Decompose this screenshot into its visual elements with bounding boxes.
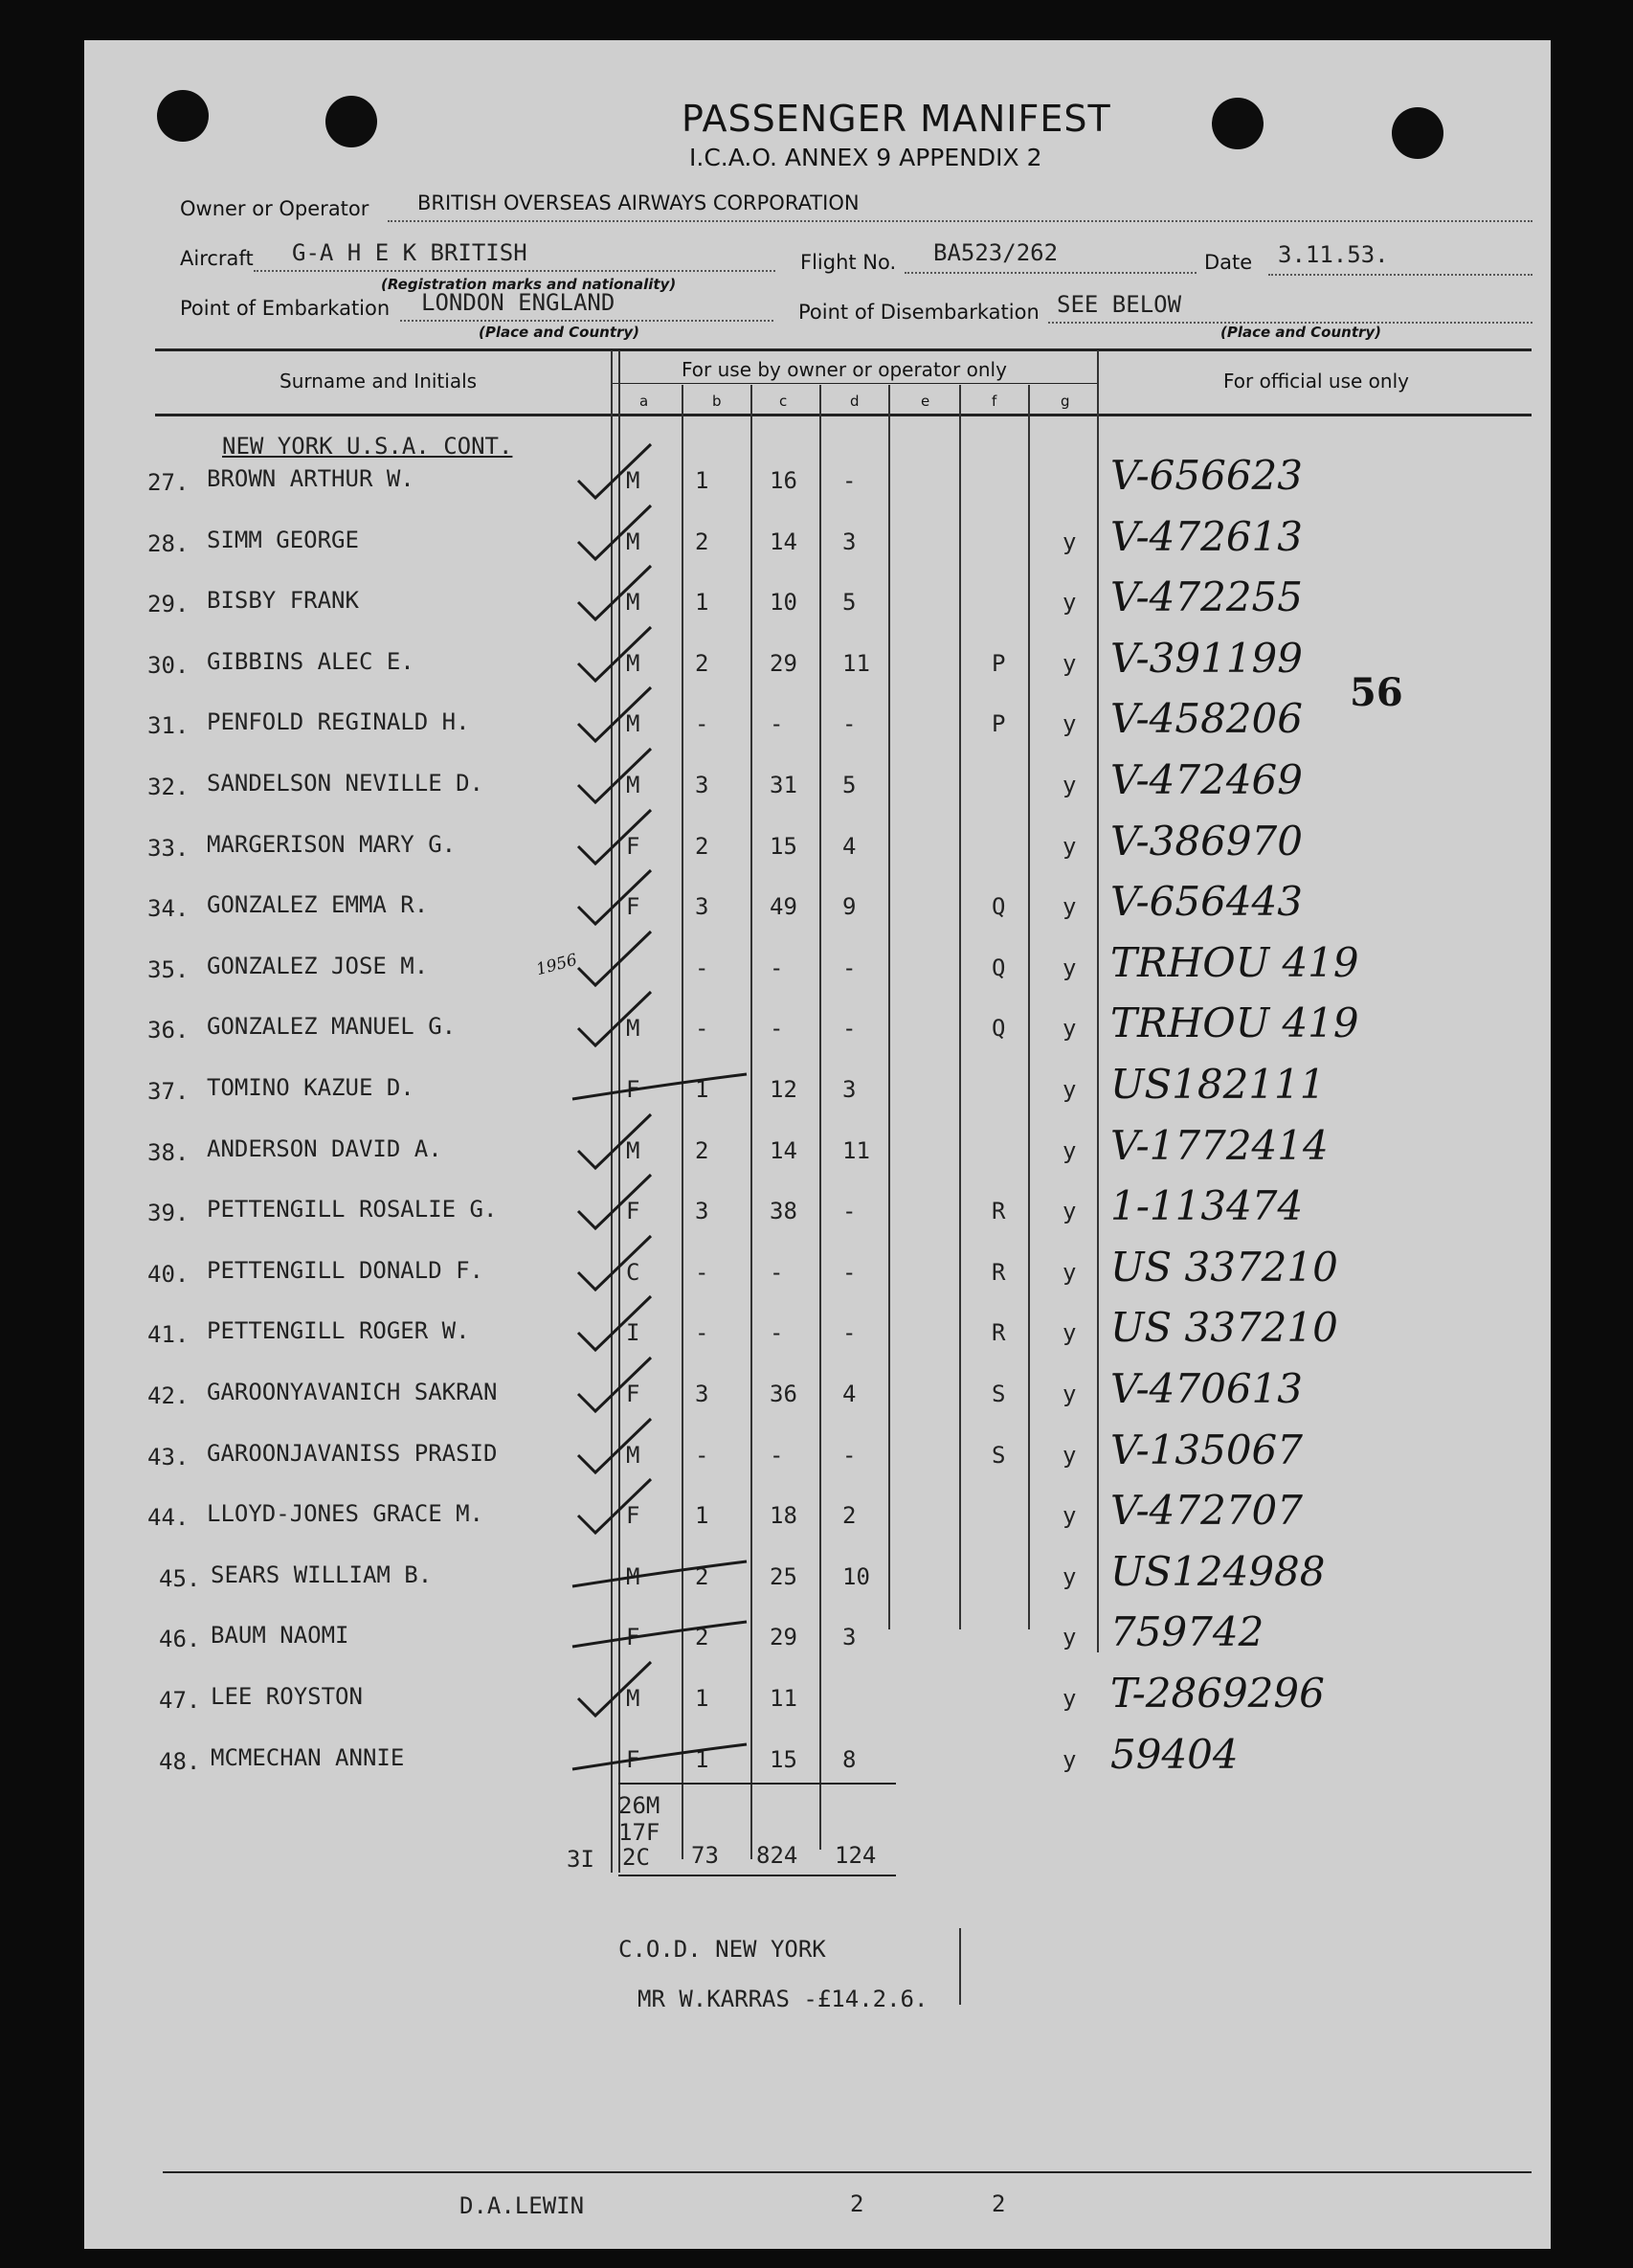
aircraft-value: G-A H E K BRITISH	[292, 239, 527, 266]
row-number: 27.	[147, 469, 190, 496]
embarkation-label: Point of Embarkation	[180, 297, 391, 320]
cell-c: 38	[770, 1198, 797, 1224]
cell-c: -	[770, 1015, 784, 1042]
official-number: US182111	[1110, 1061, 1326, 1108]
cell-a: F	[626, 1198, 640, 1224]
strike-mark	[572, 1622, 747, 1647]
cell-c: 18	[770, 1502, 797, 1529]
cell-b: 1	[695, 467, 709, 494]
total-c: 824	[756, 1842, 798, 1869]
row-number: 42.	[147, 1382, 190, 1409]
col-letter-c: c	[779, 393, 788, 410]
passenger-name: TOMINO KAZUE D.	[207, 1074, 414, 1101]
cell-b: 3	[695, 1198, 709, 1224]
registration-note: (Registration marks and nationality)	[381, 276, 677, 293]
col-header-operator: For use by owner or operator only	[682, 358, 1007, 381]
col-header-name: Surname and Initials	[280, 370, 478, 393]
official-number: 59404	[1110, 1731, 1239, 1778]
official-number: V-472469	[1110, 756, 1303, 803]
cell-c: 15	[770, 1746, 797, 1773]
cell-f: P	[992, 710, 1006, 737]
cell-b: 2	[695, 528, 709, 555]
cell-d: 11	[842, 1137, 870, 1164]
row-number: 38.	[147, 1139, 190, 1166]
cell-g: y	[1063, 1198, 1077, 1224]
cell-a: I	[626, 1319, 640, 1346]
official-number: V-472255	[1110, 573, 1303, 620]
official-number: V-391199	[1110, 635, 1303, 682]
cell-d: 11	[842, 650, 870, 677]
total-a-female: 17F	[618, 1819, 660, 1846]
official-number: V-656443	[1110, 878, 1303, 925]
cell-f: S	[992, 1381, 1006, 1407]
cell-a: C	[626, 1259, 640, 1286]
passenger-name: MCMECHAN ANNIE	[211, 1744, 405, 1771]
cell-a: M	[626, 1563, 640, 1590]
cell-a: M	[626, 589, 640, 616]
cell-f: P	[992, 650, 1006, 677]
embarkation-note: (Place and Country)	[479, 324, 640, 341]
row-number: 28.	[147, 530, 190, 557]
cell-g: y	[1063, 710, 1077, 737]
cell-c: 31	[770, 772, 797, 798]
passenger-name: GONZALEZ MANUEL G.	[207, 1013, 457, 1040]
check-mark	[578, 870, 651, 924]
section-heading: NEW YORK U.S.A. CONT.	[222, 433, 513, 460]
cell-g: y	[1063, 772, 1077, 798]
check-mark	[578, 1358, 651, 1411]
total-a-male: 26M	[618, 1792, 660, 1819]
cell-d: -	[842, 1442, 857, 1469]
cell-d: 10	[842, 1563, 870, 1590]
passenger-name: PETTENGILL ROSALIE G.	[207, 1196, 498, 1223]
row-number: 33.	[147, 835, 190, 862]
cell-g: y	[1063, 893, 1077, 920]
cell-a: M	[626, 650, 640, 677]
cell-a: M	[626, 710, 640, 737]
row-number: 29.	[147, 591, 190, 618]
cell-d: -	[842, 467, 857, 494]
date-label: Date	[1204, 251, 1253, 274]
col-letter-a: a	[639, 393, 649, 410]
cell-c: 29	[770, 1624, 797, 1650]
embarkation-value: LONDON ENGLAND	[421, 289, 615, 316]
check-mark	[578, 1479, 651, 1533]
cell-d: 3	[842, 1624, 857, 1650]
cell-b: 2	[695, 650, 709, 677]
cell-b: 3	[695, 893, 709, 920]
cell-d: -	[842, 1319, 857, 1346]
official-number: V-135067	[1110, 1426, 1303, 1473]
footer-of: 2	[992, 2190, 1006, 2217]
cell-c: 10	[770, 589, 797, 616]
check-mark	[578, 1236, 651, 1290]
row-number: 44.	[147, 1504, 190, 1531]
cell-g: y	[1063, 1015, 1077, 1042]
cell-g: y	[1063, 1502, 1077, 1529]
passenger-name: BROWN ARTHUR W.	[207, 465, 414, 492]
passenger-name: SEARS WILLIAM B.	[211, 1561, 433, 1588]
passenger-name: ANDERSON DAVID A.	[207, 1135, 442, 1162]
cell-d: 9	[842, 893, 857, 920]
cell-b: 2	[695, 833, 709, 860]
official-number: V-656623	[1110, 452, 1303, 499]
cell-d: -	[842, 710, 857, 737]
cell-c: -	[770, 1259, 784, 1286]
check-mark	[578, 505, 651, 559]
cell-c: 11	[770, 1685, 797, 1712]
cell-a: M	[626, 772, 640, 798]
cell-a: F	[626, 833, 640, 860]
cell-b: -	[695, 1442, 709, 1469]
passenger-name: LEE ROYSTON	[211, 1683, 363, 1710]
cell-a: F	[626, 1502, 640, 1529]
cell-g: y	[1063, 833, 1077, 860]
footer-name: D.A.LEWIN	[459, 2192, 585, 2219]
cell-c: 25	[770, 1563, 797, 1590]
row-number: 32.	[147, 774, 190, 800]
total-a-child: 2C	[622, 1844, 650, 1871]
cod-amount: MR W.KARRAS -£14.2.6.	[638, 1986, 928, 2012]
manifest-subtitle: I.C.A.O. ANNEX 9 APPENDIX 2	[689, 144, 1042, 171]
cell-c: 12	[770, 1076, 797, 1103]
cell-g: y	[1063, 1624, 1077, 1650]
footer-page: 2	[850, 2190, 864, 2217]
cell-d: 3	[842, 1076, 857, 1103]
passenger-name: PETTENGILL ROGER W.	[207, 1317, 470, 1344]
cell-a: F	[626, 1381, 640, 1407]
cell-a: M	[626, 1015, 640, 1042]
check-mark	[578, 1419, 651, 1472]
cell-c: 16	[770, 467, 797, 494]
flight-label: Flight No.	[800, 251, 897, 274]
check-mark	[578, 444, 651, 498]
cell-c: 29	[770, 650, 797, 677]
cell-b: 2	[695, 1624, 709, 1650]
official-number: TRHOU 419	[1110, 939, 1359, 986]
row-number: 40.	[147, 1261, 190, 1288]
cell-c: 14	[770, 1137, 797, 1164]
check-mark	[578, 1662, 651, 1716]
passenger-name: GONZALEZ EMMA R.	[207, 891, 429, 918]
cell-g: y	[1063, 650, 1077, 677]
cell-g: y	[1063, 1076, 1077, 1103]
row-number: 37.	[147, 1078, 190, 1105]
passenger-name: GIBBINS ALEC E.	[207, 648, 414, 675]
cell-f: R	[992, 1259, 1006, 1286]
cell-d: 8	[842, 1746, 857, 1773]
official-number: V-386970	[1110, 818, 1303, 865]
manifest-title: PASSENGER MANIFEST	[682, 98, 1111, 140]
annotation-56: 56	[1350, 670, 1403, 715]
cell-a: M	[626, 1137, 640, 1164]
row-number: 39.	[147, 1200, 190, 1226]
cell-b: 3	[695, 772, 709, 798]
cell-d: 2	[842, 1502, 857, 1529]
row-number: 45.	[159, 1565, 201, 1592]
passenger-name: PETTENGILL DONALD F.	[207, 1257, 483, 1284]
cell-b: 1	[695, 1076, 709, 1103]
cell-d: 5	[842, 772, 857, 798]
disembarkation-note: (Place and Country)	[1220, 324, 1382, 341]
official-number: V-458206	[1110, 695, 1303, 742]
cell-c: -	[770, 710, 784, 737]
cell-f: S	[992, 1442, 1006, 1469]
cell-d: 3	[842, 528, 857, 555]
official-number: V-472707	[1110, 1487, 1303, 1534]
cell-f: Q	[992, 954, 1006, 981]
official-number: V-1772414	[1110, 1122, 1329, 1169]
check-mark	[578, 810, 651, 864]
check-mark	[578, 1114, 651, 1168]
row-number: 48.	[159, 1748, 201, 1775]
col-letter-g: g	[1061, 393, 1070, 410]
cell-f: R	[992, 1198, 1006, 1224]
cell-c: -	[770, 954, 784, 981]
check-mark	[578, 749, 651, 802]
passenger-name: GAROONYAVANICH SAKRAN	[207, 1379, 498, 1405]
cell-d: -	[842, 1015, 857, 1042]
cell-g: y	[1063, 1746, 1077, 1773]
cell-g: y	[1063, 1442, 1077, 1469]
cell-b: 3	[695, 1381, 709, 1407]
official-number: US 337210	[1110, 1244, 1338, 1291]
cell-g: y	[1063, 1319, 1077, 1346]
official-number: 1-113474	[1110, 1182, 1304, 1229]
cell-d: 4	[842, 1381, 857, 1407]
cell-g: y	[1063, 1259, 1077, 1286]
cell-b: 1	[695, 589, 709, 616]
cell-b: -	[695, 1319, 709, 1346]
check-mark	[578, 1296, 651, 1350]
cell-b: -	[695, 954, 709, 981]
row-number: 31.	[147, 712, 190, 739]
cod-destination: C.O.D. NEW YORK	[618, 1936, 826, 1963]
cell-c: -	[770, 1319, 784, 1346]
official-number: TRHOU 419	[1110, 999, 1359, 1046]
cell-g: y	[1063, 1563, 1077, 1590]
official-number: US 337210	[1110, 1304, 1338, 1351]
row-number: 43.	[147, 1444, 190, 1471]
passenger-name: SIMM GEORGE	[207, 527, 359, 553]
row-number: 35.	[147, 956, 190, 983]
official-number: V-470613	[1110, 1365, 1303, 1412]
cell-g: y	[1063, 589, 1077, 616]
cell-b: 1	[695, 1685, 709, 1712]
passenger-name: MARGERISON MARY G.	[207, 831, 457, 858]
passenger-name: PENFOLD REGINALD H.	[207, 708, 470, 735]
cell-c: 36	[770, 1381, 797, 1407]
owner-label: Owner or Operator	[180, 197, 369, 220]
cell-a: F	[626, 1746, 640, 1773]
owner-value: BRITISH OVERSEAS AIRWAYS CORPORATION	[417, 191, 860, 214]
cell-f: Q	[992, 1015, 1006, 1042]
passenger-name: GAROONJAVANISS PRASID	[207, 1440, 498, 1467]
cell-g: y	[1063, 954, 1077, 981]
cell-b: -	[695, 710, 709, 737]
disembarkation-value: SEE BELOW	[1057, 291, 1182, 318]
official-number: V-472613	[1110, 513, 1303, 560]
passenger-name: SANDELSON NEVILLE D.	[207, 770, 483, 797]
cell-c: -	[770, 1442, 784, 1469]
cell-a: F	[626, 1624, 640, 1650]
cell-g: y	[1063, 1137, 1077, 1164]
cell-a: F	[626, 1076, 640, 1103]
row-number: 30.	[147, 652, 190, 679]
passenger-name: LLOYD-JONES GRACE M.	[207, 1500, 483, 1527]
check-mark	[578, 627, 651, 681]
total-count: 3I	[567, 1846, 594, 1873]
row-number: 34.	[147, 895, 190, 922]
cell-g: y	[1063, 1685, 1077, 1712]
cell-b: -	[695, 1259, 709, 1286]
cell-f: R	[992, 1319, 1006, 1346]
cell-b: 2	[695, 1137, 709, 1164]
cell-a: M	[626, 1685, 640, 1712]
check-mark	[578, 566, 651, 619]
strike-mark	[572, 1744, 747, 1769]
passenger-name: GONZALEZ JOSE M.	[207, 953, 429, 979]
row-number: 47.	[159, 1687, 201, 1714]
cell-g: y	[1063, 1381, 1077, 1407]
total-b: 73	[691, 1842, 719, 1869]
flight-value: BA523/262	[933, 239, 1059, 266]
col-letter-e: e	[921, 393, 930, 410]
disembarkation-label: Point of Disembarkation	[798, 301, 1040, 324]
date-value: 3.11.53.	[1278, 241, 1389, 268]
col-header-official: For official use only	[1223, 370, 1409, 393]
cell-d: 5	[842, 589, 857, 616]
cell-a: M	[626, 528, 640, 555]
cell-a: M	[626, 467, 640, 494]
check-mark	[578, 1175, 651, 1228]
aircraft-label: Aircraft	[180, 247, 254, 270]
official-number: 759742	[1110, 1608, 1264, 1655]
passenger-name: BAUM NAOMI	[211, 1622, 349, 1649]
check-mark	[578, 992, 651, 1045]
cell-d: -	[842, 954, 857, 981]
cell-g: y	[1063, 528, 1077, 555]
cell-b: 2	[695, 1563, 709, 1590]
row-number: 36.	[147, 1017, 190, 1044]
check-mark	[578, 932, 651, 985]
cell-b: -	[695, 1015, 709, 1042]
official-number: T-2869296	[1110, 1670, 1325, 1717]
cell-c: 14	[770, 528, 797, 555]
cell-d: -	[842, 1198, 857, 1224]
col-letter-d: d	[850, 393, 860, 410]
cell-b: 1	[695, 1502, 709, 1529]
passenger-name: BISBY FRANK	[207, 587, 359, 614]
cell-c: 49	[770, 893, 797, 920]
cell-a: M	[626, 1442, 640, 1469]
row-number: 46.	[159, 1626, 201, 1652]
cell-b: 1	[695, 1746, 709, 1773]
cell-f: Q	[992, 893, 1006, 920]
cell-d: -	[842, 1259, 857, 1286]
cell-d: 4	[842, 833, 857, 860]
official-number: US124988	[1110, 1548, 1326, 1595]
strike-mark	[572, 1561, 747, 1586]
col-letter-f: f	[992, 393, 997, 410]
col-letter-b: b	[712, 393, 722, 410]
check-mark	[578, 687, 651, 741]
cell-c: 15	[770, 833, 797, 860]
total-d: 124	[835, 1842, 877, 1869]
strike-mark	[572, 1074, 747, 1099]
row-number: 41.	[147, 1321, 190, 1348]
cell-a: F	[626, 893, 640, 920]
annotation-1956: 1956	[534, 950, 580, 980]
